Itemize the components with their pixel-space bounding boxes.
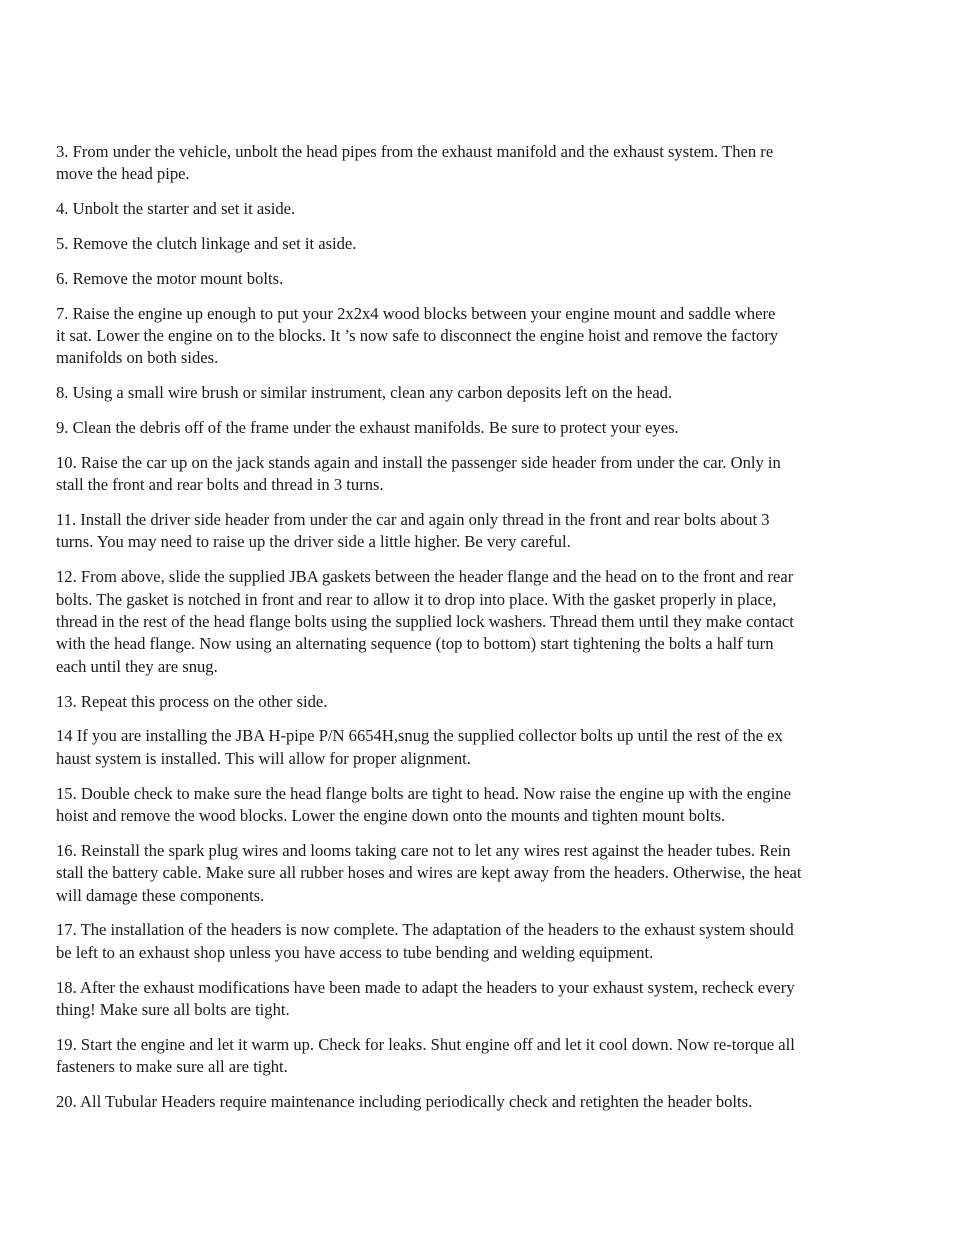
step-paragraph bbox=[56, 566, 901, 678]
step-text-line: hoist and remove the wood blocks. Lower the engine down onto the mounts and tighten mount bolts. bbox=[56, 806, 726, 826]
step-paragraph bbox=[56, 382, 901, 404]
step-text-line: 20. All Tubular Headers require maintenance including periodically check and retighten the header bolts. bbox=[56, 1092, 753, 1112]
step-text-line: 12. From above, slide the supplied JBA gaskets between the header flange and the head on to the front and rear bbox=[56, 567, 794, 587]
step-paragraph bbox=[56, 198, 901, 220]
step-text-line: 6. Remove the motor mount bolts. bbox=[56, 268, 284, 288]
step-text-line: with the head flange. Now using an alternating sequence (top to bottom) start tightening the bolts a half turn bbox=[56, 634, 774, 654]
step-text-line: 19. Start the engine and let it warm up. Check for leaks. Shut engine off and let it cool down. Now re-torque all bbox=[56, 1034, 795, 1054]
step-text-line: will damage these components. bbox=[56, 885, 265, 905]
step-paragraph bbox=[56, 268, 901, 290]
step-text-line: 13. Repeat this process on the other side. bbox=[56, 691, 328, 711]
step-text-line: 5. Remove the clutch linkage and set it aside. bbox=[56, 234, 357, 253]
step-text-line: 8. Using a small wire brush or similar instrument, clean any carbon deposits left on the head. bbox=[56, 383, 673, 403]
step-paragraph bbox=[56, 233, 901, 255]
step-text-line: 16. Reinstall the spark plug wires and looms taking care not to let any wires rest against the header tubes. Rein bbox=[56, 840, 791, 860]
step-text-line: move the head pipe. bbox=[56, 164, 190, 184]
step-text-line: 11. Install the driver side header from under the car and again only thread in the front and rear bolts about 3 bbox=[56, 510, 770, 529]
step-text-line: 7. Raise the engine up enough to put your 2x2x4 wood blocks between your engine mount and saddle where bbox=[56, 303, 776, 323]
step-paragraph bbox=[56, 1034, 901, 1079]
step-text-line: fasteners to make sure all are tight. bbox=[56, 1057, 288, 1077]
step-text-line: be left to an exhaust shop unless you have access to tube bending and welding equipment. bbox=[56, 942, 654, 962]
step-text-line: manifolds on both sides. bbox=[56, 348, 219, 368]
step-text-line: 4. Unbolt the starter and set it aside. bbox=[56, 199, 296, 219]
step-text-line: thread in the rest of the head flange bolts using the supplied lock washers. Thread them until they make contact bbox=[56, 612, 794, 632]
step-text-line: 14 If you are installing the JBA H-pipe P/N 6654H,snug the supplied collector bolts up until the rest of the ex bbox=[56, 726, 783, 746]
step-paragraph bbox=[56, 691, 901, 713]
step-paragraph bbox=[56, 1091, 901, 1113]
step-text-line: 17. The installation of the headers is now complete. The adaptation of the headers to the exhaust system should bbox=[56, 920, 794, 940]
step-paragraph bbox=[56, 919, 901, 964]
step-paragraph bbox=[56, 840, 901, 907]
step-paragraph bbox=[56, 977, 901, 1022]
step-text-line: stall the front and rear bolts and thread in 3 turns. bbox=[56, 475, 384, 495]
step-paragraph bbox=[56, 452, 901, 497]
installation-steps-list bbox=[56, 141, 901, 1126]
step-text-line: thing! Make sure all bolts are tight. bbox=[56, 1000, 290, 1020]
step-paragraph bbox=[56, 141, 901, 186]
step-paragraph bbox=[56, 303, 901, 370]
step-text-line: it sat. Lower the engine on to the blocks. It ’s now safe to disconnect the engine hoist and remove the factory bbox=[56, 326, 779, 345]
step-paragraph bbox=[56, 417, 901, 439]
step-text-line: 18. After the exhaust modifications have been made to adapt the headers to your exhaust system, recheck every bbox=[56, 977, 795, 997]
step-paragraph bbox=[56, 783, 901, 828]
step-text-line: turns. You may need to raise up the driver side a little higher. Be very careful. bbox=[56, 532, 571, 552]
step-text-line: each until they are snug. bbox=[56, 656, 218, 676]
step-text-line: haust system is installed. This will allow for proper alignment. bbox=[56, 748, 471, 768]
step-text-line: bolts. The gasket is notched in front and rear to allow it to drop into place. With the gasket properly in place, bbox=[56, 589, 777, 609]
step-text-line: 3. From under the vehicle, unbolt the head pipes from the exhaust manifold and the exhaust system. Then re bbox=[56, 142, 774, 161]
step-text-line: 15. Double check to make sure the head flange bolts are tight to head. Now raise the engine up with the engine bbox=[56, 783, 791, 803]
step-text-line: stall the battery cable. Make sure all rubber hoses and wires are kept away from the headers. Otherwise, the heat bbox=[56, 863, 802, 883]
step-paragraph bbox=[56, 725, 901, 770]
step-paragraph bbox=[56, 509, 901, 554]
step-text-line: 9. Clean the debris off of the frame under the exhaust manifolds. Be sure to protect your eyes. bbox=[56, 418, 679, 437]
step-text-line: 10. Raise the car up on the jack stands again and install the passenger side header from under the car. Only in bbox=[56, 452, 781, 472]
